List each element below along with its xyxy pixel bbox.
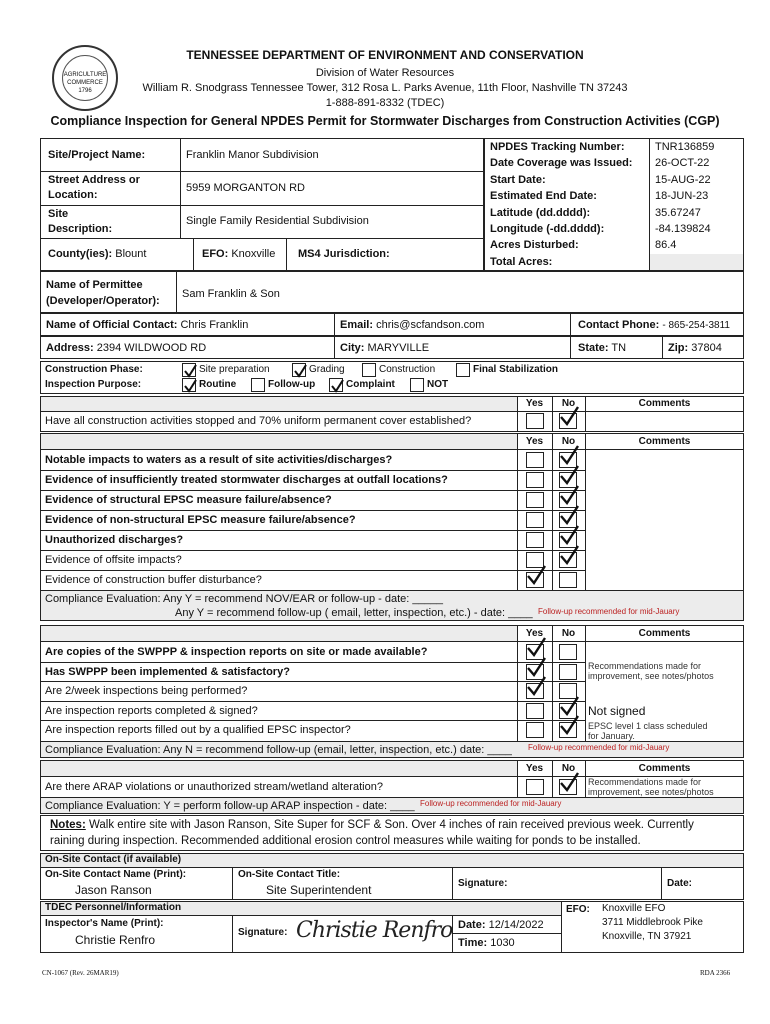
seal-text: AGRICULTURE COMMERCE 1796	[63, 72, 107, 94]
cover-question: Have all construction activities stopped and 70% uniform permanent cover established?	[45, 415, 472, 427]
swppp-no-check-icon-3	[559, 696, 579, 716]
no-header-3: No	[561, 628, 576, 639]
impact-no-check-icon-3	[559, 505, 579, 525]
not-checkbox[interactable]	[410, 378, 424, 392]
onsite-section-label: On-Site Contact (if available)	[45, 854, 182, 865]
swppp-question-0: Are copies of the SWPPP & inspection reports on site or made available?	[45, 646, 428, 658]
comments-header: Comments	[638, 398, 691, 409]
tdec-date: Date: 12/14/2022	[458, 919, 544, 931]
site-description-label-2: Description:	[48, 223, 113, 235]
email-field: Email: chris@scfandson.com	[340, 319, 485, 331]
tdec-efo-label: EFO:	[566, 904, 590, 915]
arap-comment-2: improvement, see notes/photos	[588, 787, 714, 797]
no-header-4: No	[561, 763, 576, 774]
ms4-label: MS4 Jurisdiction:	[298, 248, 390, 260]
street-address-label: Street Address or	[48, 174, 140, 186]
npdes-label-6: Acres Disturbed:	[490, 239, 579, 252]
comments-header-2: Comments	[638, 436, 691, 447]
grading-label: Grading	[309, 364, 345, 375]
tdec-time: Time: 1030	[458, 937, 515, 949]
official-contact: Name of Official Contact: Chris Franklin	[46, 319, 249, 331]
state-field: State: TN	[578, 342, 627, 354]
footer-form-number: CN-1067 (Rev. 26MAR19)	[42, 969, 119, 977]
onsite-title-value: Site Superintendent	[266, 883, 372, 897]
permittee-label-2: (Developer/Operator):	[46, 295, 160, 307]
impact-no-check-icon-4	[559, 525, 579, 545]
npdes-value-5: -84.139824	[655, 223, 711, 235]
site-prep-checkbox[interactable]	[182, 363, 196, 377]
comments-header-3: Comments	[638, 628, 691, 639]
swppp-yes-check-icon-0	[526, 637, 546, 657]
tdec-efo-3: Knoxville, TN 37921	[602, 931, 692, 942]
tdec-efo-2: 3711 Middlebrook Pike	[602, 917, 703, 928]
swppp-question-2: Are 2/week inspections being performed?	[45, 685, 248, 697]
impact-no-check-icon-1	[559, 465, 579, 485]
no-header: No	[561, 398, 576, 409]
eval2-line: Compliance Evaluation: Any N = recommend follow-up (email, letter, inspection, etc.) date: ____	[45, 744, 512, 756]
swppp-question-3: Are inspection reports completed & signed?	[45, 704, 258, 717]
impact-question-0: Notable impacts to waters as a result of site activities/discharges?	[45, 454, 393, 466]
impact-yes-box-3[interactable]	[526, 512, 544, 528]
yes-header: Yes	[525, 398, 544, 409]
notes-line2: raining during inspection. Recommended additional erosion control measures while waiting for ponds to be installed.	[50, 835, 641, 847]
swppp-comment-5b: for January.	[588, 731, 635, 741]
swppp-no-check-icon-4	[559, 715, 579, 735]
project-name-value: Franklin Manor Subdivision	[186, 149, 319, 161]
eval2-note: Follow-up recommended for mid-Jauary	[528, 743, 670, 752]
swppp-yes-box-3[interactable]	[526, 703, 544, 719]
swppp-question-4: Are inspection reports filled out by a qualified EPSC inspector?	[45, 724, 351, 736]
onsite-date-label: Date:	[667, 878, 693, 889]
npdes-value-2: 15-AUG-22	[655, 173, 711, 186]
final-stabilization-label: Final Stabilization	[473, 364, 559, 375]
npdes-value-3: 18-JUN-23	[655, 190, 709, 203]
impact-no-check-icon-2	[559, 485, 579, 505]
routine-checkbox[interactable]	[182, 378, 196, 392]
site-description-value: Single Family Residential Subdivision	[186, 215, 369, 227]
comments-header-4: Comments	[638, 763, 691, 774]
city-field: City: MARYVILLE	[340, 342, 430, 354]
contact-phone: Contact Phone: - 865-254-3811	[578, 319, 730, 331]
impact-yes-box-0[interactable]	[526, 452, 544, 468]
impact-yes-box-4[interactable]	[526, 532, 544, 548]
swppp-comment-5a: EPSC level 1 class scheduled	[588, 721, 708, 731]
impact-no-box-6[interactable]	[559, 572, 577, 588]
county-field: County(ies): Blount	[48, 248, 147, 260]
permittee-label: Name of Permittee	[46, 279, 143, 291]
site-description-label: Site	[48, 208, 69, 220]
followup-label: Follow-up	[268, 379, 316, 390]
form-title: Compliance Inspection for General NPDES Permit for Stormwater Discharges from Construction Activities (CGP)	[50, 114, 720, 128]
complaint-label: Complaint	[346, 379, 395, 390]
swppp-comment-2a: Recommendations made for	[588, 661, 702, 671]
grading-checkbox[interactable]	[292, 363, 306, 377]
npdes-label-7: Total Acres:	[490, 255, 553, 268]
footer-rda: RDA 2366	[700, 969, 731, 977]
tdec-efo-1: Knoxville EFO	[602, 903, 666, 914]
division-name: Division of Water Resources	[315, 67, 455, 79]
impact-question-4: Unauthorized discharges?	[45, 534, 184, 546]
project-name-label: Site/Project Name:	[48, 149, 146, 161]
inspector-value: Christie Renfro	[75, 933, 156, 947]
construction-checkbox[interactable]	[362, 363, 376, 377]
notes-line1: Notes: Walk entire site with Jason Ranson, Site Super for SCF & Son. Over 4 inches of rain received previous week. Currently	[50, 819, 694, 831]
impact-yes-box-1[interactable]	[526, 472, 544, 488]
npdes-value-6: 86.4	[655, 239, 677, 252]
arap-no-check-icon	[559, 772, 579, 792]
npdes-label-1: Date Coverage was Issued:	[490, 157, 633, 170]
swppp-yes-check-icon-1	[526, 657, 546, 677]
zip-field: Zip: 37804	[668, 342, 722, 354]
eval1-line1: Compliance Evaluation: Any Y = recommend NOV/EAR or follow-up - date: _____	[45, 593, 443, 605]
permittee-value: Sam Franklin & Son	[182, 288, 280, 300]
swppp-comment-4: Not signed	[588, 704, 646, 718]
arap-eval: Compliance Evaluation: Y = perform follow-up ARAP inspection - date: ____	[45, 800, 415, 812]
site-prep-label: Site preparation	[199, 364, 270, 375]
swppp-no-box-1[interactable]	[559, 664, 577, 680]
yes-header-2: Yes	[525, 436, 544, 447]
construction-phase-label: Construction Phase:	[45, 364, 143, 375]
impact-yes-check-icon-6	[526, 565, 546, 585]
inspector-label: Inspector's Name (Print):	[45, 918, 164, 929]
swppp-no-box-0[interactable]	[559, 644, 577, 660]
npdes-value-0: TNR136859	[655, 141, 715, 153]
tennessee-seal-icon	[52, 45, 118, 111]
npdes-label-0: NPDES Tracking Number:	[490, 141, 625, 153]
npdes-label-3: Estimated End Date:	[490, 190, 597, 203]
onsite-title-label: On-Site Contact Title:	[238, 869, 341, 880]
eval1-line2: Any Y = recommend follow-up ( email, letter, inspection, etc.) - date: ____	[175, 607, 533, 619]
cover-no-check-icon	[559, 406, 579, 426]
impact-no-check-icon-5	[559, 545, 579, 565]
agency-title: TENNESSEE DEPARTMENT OF ENVIRONMENT AND CONSERVATION	[186, 48, 584, 62]
complaint-checkbox[interactable]	[329, 378, 343, 392]
impact-question-6: Evidence of construction buffer disturbance?	[45, 574, 262, 586]
routine-label: Routine	[199, 379, 237, 390]
swppp-comment-2b: improvement, see notes/photos	[588, 671, 714, 681]
inspector-signature: Christie Renfro	[296, 918, 453, 943]
impact-yes-box-2[interactable]	[526, 492, 544, 508]
impact-question-3: Evidence of non-structural EPSC measure failure/absence?	[45, 514, 356, 526]
inspection-purpose-label: Inspection Purpose:	[45, 379, 142, 390]
followup-checkbox[interactable]	[251, 378, 265, 392]
onsite-signature-label: Signature:	[458, 878, 508, 889]
npdes-label-5: Longitude (-dd.dddd):	[490, 223, 605, 235]
final-stabilization-checkbox[interactable]	[456, 363, 470, 377]
cover-yes-box[interactable]	[526, 413, 544, 429]
npdes-label-4: Latitude (dd.dddd):	[490, 206, 591, 219]
arap-comment-1: Recommendations made for	[588, 777, 702, 787]
swppp-yes-box-4[interactable]	[526, 722, 544, 738]
onsite-name-value: Jason Ranson	[75, 883, 152, 897]
arap-yes-box[interactable]	[526, 779, 544, 795]
yes-header-4: Yes	[525, 763, 544, 774]
impact-no-check-icon-0	[559, 445, 579, 465]
npdes-value-4: 35.67247	[655, 206, 701, 219]
efo-field: EFO: Knoxville	[202, 248, 276, 260]
eval1-note: Follow-up recommended for mid-Jauary	[538, 607, 680, 616]
street-address-value: 5959 MORGANTON RD	[186, 182, 305, 194]
tdec-section-label: TDEC Personnel/Information	[45, 902, 182, 913]
address-field: Address: 2394 WILDWOOD RD	[46, 342, 207, 354]
impact-question-2: Evidence of structural EPSC measure failure/absence?	[45, 494, 332, 506]
impact-question-1: Evidence of insufficiently treated stormwater discharges at outfall locations?	[45, 474, 448, 486]
not-label: NOT	[427, 379, 449, 390]
no-header-2: No	[561, 436, 576, 447]
street-address-label-2: Location:	[48, 189, 98, 201]
npdes-value-1: 26-OCT-22	[655, 157, 710, 170]
construction-label: Construction	[379, 364, 436, 375]
swppp-question-1: Has SWPPP been implemented & satisfactory?	[45, 665, 290, 678]
impact-question-5: Evidence of offsite impacts?	[45, 554, 182, 566]
arap-note: Follow-up recommended for mid-Jauary	[420, 799, 562, 808]
onsite-name-label: On-Site Contact Name (Print):	[45, 869, 187, 880]
agency-phone: 1-888-891-8332 (TDEC)	[325, 97, 445, 109]
swppp-yes-check-icon-2	[526, 676, 546, 696]
arap-question: Are there ARAP violations or unauthorized stream/wetland alteration?	[45, 781, 383, 793]
npdes-label-2: Start Date:	[490, 173, 546, 186]
yes-header-3: Yes	[525, 628, 544, 639]
tdec-signature-label: Signature:	[238, 927, 288, 938]
agency-address: William R. Snodgrass Tennessee Tower, 312 Rosa L. Parks Avenue, 11th Floor, Nashville TN 37243	[142, 82, 628, 94]
